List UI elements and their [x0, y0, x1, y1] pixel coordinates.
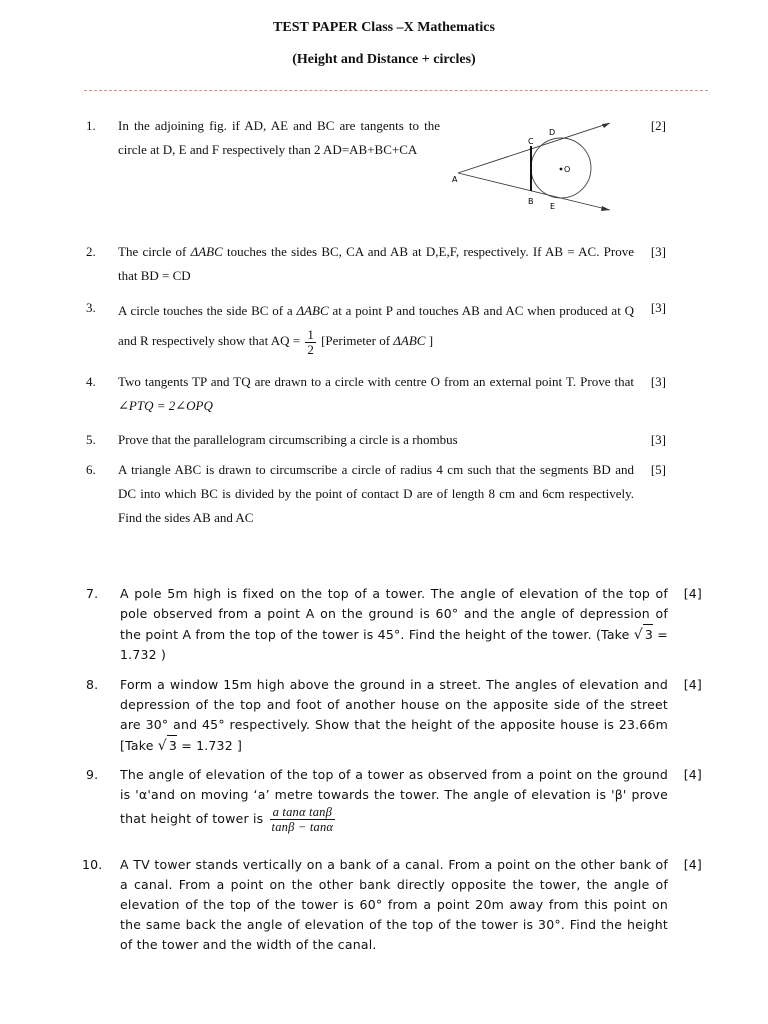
question-text: Prove that the parallelogram circumscribing a circle is a rhombus: [118, 432, 458, 447]
question-number: 3.: [86, 300, 96, 315]
question-number: 2.: [86, 244, 96, 259]
triangle-symbol: ΔABC: [296, 303, 329, 318]
marks-badge: [3]: [650, 300, 666, 315]
question-text: [118, 370, 634, 418]
question-text: A TV tower stands vertically on a bank of a canal. From a point on the other bank of a canal. From a point on the other bank directly opposite the tower, the angle of elevation of the top of the tower is 60° from a point 20m away from this point on the same back the angle of elevation of the top of the tower is 30°. Find the height of the tower and the width of the canal.: [120, 857, 668, 952]
question-text: [120, 765, 668, 834]
label-c: C: [528, 137, 534, 146]
marks-badge: [4]: [683, 857, 702, 872]
question-number: 5.: [86, 432, 96, 447]
marks-badge: [2]: [650, 118, 666, 133]
angle-expression: ∠PTQ = 2∠OPQ: [118, 398, 213, 413]
marks-badge: [5]: [650, 462, 666, 477]
text-part: at a point P and touches AB and AC when produced at Q and R respectively show that AQ =: [118, 303, 634, 348]
marks-badge: [4]: [683, 586, 702, 601]
text-part: [Perimeter of: [317, 333, 394, 348]
question-text: In the adjoining fig. if AD, AE and BC are tangents to the circle at D, E and F respectively than 2 AD=AB+BC+CA: [118, 118, 440, 157]
text-part: A pole 5m high is fixed on the top of a tower. The angle of elevation of the top of pole observed from a point A on the ground is 60° and the angle of depression of the point A from the top of the tower is 45°. Find the height of the tower. (Take: [120, 586, 668, 642]
arrowhead-d: [602, 123, 610, 128]
text-part: The angle of elevation of the top of a tower as observed from a point on the ground is 'α'and on moving ‘a’ metre towards the tower. The angle of elevation is 'β' prove that height of tower is: [120, 767, 668, 826]
paper-title: TEST PAPER Class –X Mathematics: [273, 20, 495, 35]
question-number: 9.: [86, 767, 99, 782]
sqrt-sign: √: [157, 738, 167, 754]
centre-point: [560, 168, 563, 171]
sqrt-radicand: 3: [167, 735, 177, 756]
question-number: 4.: [86, 374, 96, 389]
text-part: touches the sides BC, CA and AB at D,E,F, respectively. If AB = AC. Prove that BD = CD: [118, 244, 635, 283]
text-part: Form a window 15m high above the ground in a street. The angles of elevation and depression of the top and foot of another house on the apposite side of the street are 30° and 45° respectively. Show that the height of the apposite house is 23.66m [Take: [120, 677, 668, 753]
fraction-numerator: 1: [307, 326, 314, 342]
marks-badge: [3]: [650, 374, 666, 389]
question-text: [120, 584, 668, 665]
fraction-denominator: 2: [307, 341, 314, 357]
marks-badge: [3]: [650, 244, 666, 259]
label-e: E: [550, 202, 556, 211]
fraction-denominator: tanβ − tanα: [271, 820, 334, 834]
text-part: ]: [425, 333, 434, 348]
question-text: [118, 296, 634, 357]
tangent-line-ad: [458, 123, 610, 173]
question-text: A triangle ABC is drawn to circumscribe a circle of radius 4 cm such that the segments BD and DC into which BC is divided by the point of contact D are of length 8 cm and 6cm respectively. Find the sides AB and AC: [118, 462, 634, 525]
text-part: = 1.732 ]: [177, 738, 243, 753]
arrowhead-e: [601, 206, 610, 211]
text-part: Two tangents TP and TQ are drawn to a circle with centre O from an external point T. Prove that: [118, 374, 634, 389]
marks-badge: [3]: [650, 432, 666, 447]
question-text: [120, 675, 668, 756]
question-number: 6.: [86, 462, 96, 477]
label-o: O: [564, 165, 571, 174]
paper-subtitle: (Height and Distance + circles): [292, 52, 476, 67]
question-text: [118, 240, 634, 288]
height-formula: [270, 805, 336, 834]
tangent-line-ae: [458, 173, 610, 210]
label-a: A: [452, 175, 458, 184]
text-part: = 1.732 ): [120, 627, 668, 662]
tangent-circle-figure: [448, 118, 618, 218]
sqrt-sign: √: [633, 627, 643, 643]
header-divider: [84, 90, 708, 91]
text-part: A circle touches the side BC of a: [118, 303, 297, 318]
question-number: 1.: [86, 118, 96, 133]
marks-badge: [4]: [683, 767, 702, 782]
triangle-symbol: ΔABC: [190, 244, 223, 259]
triangle-symbol: ΔABC: [393, 333, 426, 348]
question-number: 7.: [86, 586, 99, 601]
question-number: 10.: [82, 857, 103, 872]
fraction-numerator: a tanα tanβ: [270, 805, 336, 820]
marks-badge: [4]: [683, 677, 702, 692]
text-part: The circle of: [118, 244, 191, 259]
label-b: B: [528, 197, 534, 206]
label-d: D: [549, 128, 556, 137]
question-number: 8.: [86, 677, 99, 692]
sqrt-radicand: 3: [643, 624, 653, 645]
fraction-half: [305, 328, 316, 357]
